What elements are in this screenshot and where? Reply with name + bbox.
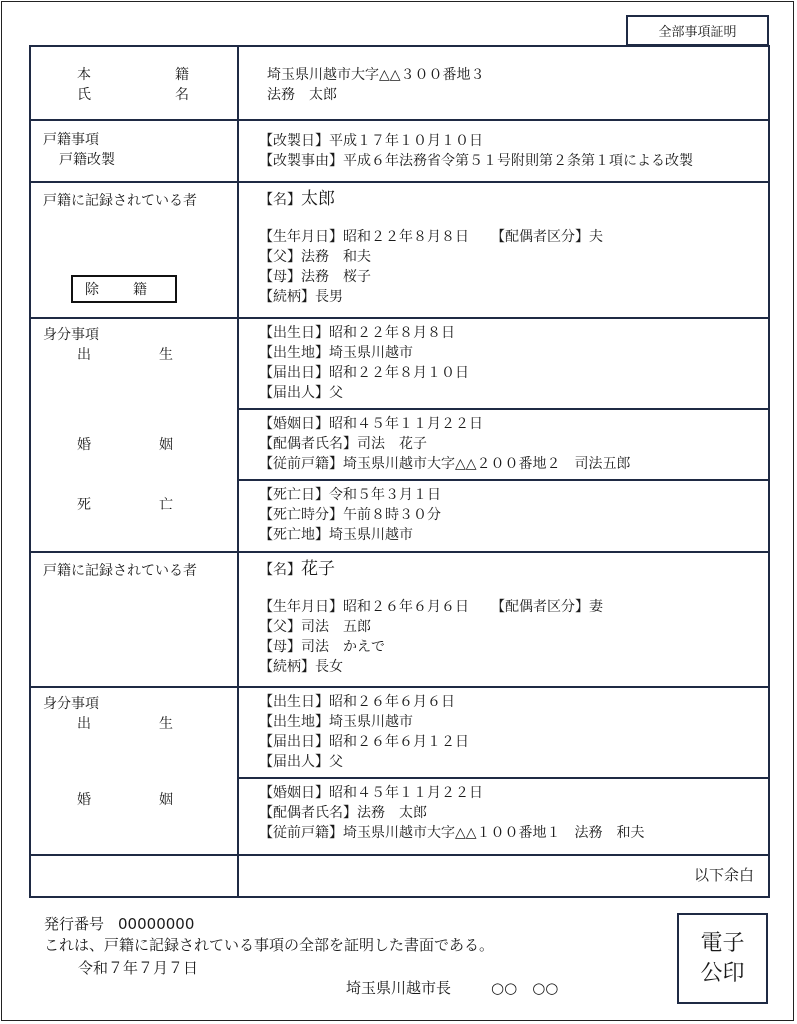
header-value-cell xyxy=(238,46,769,120)
event-line: 【配偶者氏名】法務 太郎 xyxy=(259,805,427,821)
header-row xyxy=(30,46,769,120)
person2-event-birth-row xyxy=(30,687,769,778)
koseki-jiko-title: 戸籍事項 xyxy=(43,132,99,148)
event-line: 【婚姻日】昭和４５年１１月２２日 xyxy=(259,785,483,801)
person2-relation: 【続柄】長女 xyxy=(259,659,343,675)
person1-relation: 【続柄】長男 xyxy=(259,289,343,305)
removed-label-2: 籍 xyxy=(133,282,147,298)
event-label-2: 生 xyxy=(159,347,173,363)
event-line: 【配偶者氏名】司法 花子 xyxy=(259,436,427,452)
event-line: 【届出人】父 xyxy=(259,385,343,401)
shimei-label-2: 名 xyxy=(175,87,189,103)
person2-spouse-kind: 【配偶者区分】妻 xyxy=(491,599,603,615)
mayor-title: 埼玉県川越市長 xyxy=(346,979,452,997)
honseki-label-1: 本 xyxy=(77,67,91,83)
removed-label-1: 除 xyxy=(85,282,99,298)
event-line: 【届出日】昭和２２年８月１０日 xyxy=(259,365,469,381)
event-label-1: 出 xyxy=(77,716,91,732)
koseki-jiko-row xyxy=(30,120,769,182)
issue-date: 令和７年７月７日 xyxy=(78,959,199,977)
person2-section-label: 戸籍に記録されている者 xyxy=(43,563,197,579)
honseki-label-2: 籍 xyxy=(175,67,189,83)
person1-mibun-cell xyxy=(30,318,238,552)
person2-name: 花子 xyxy=(301,559,335,579)
event-label-2: 姻 xyxy=(159,792,173,808)
person2-mibun-label: 身分事項 xyxy=(43,696,99,712)
header-label-cell xyxy=(30,46,238,120)
person1-spouse-kind: 【配偶者区分】夫 xyxy=(491,229,603,245)
person2-mother: 【母】司法 かえで xyxy=(259,639,385,655)
electronic-seal xyxy=(677,913,768,1004)
person2-mibun-cell xyxy=(30,687,238,855)
removed-box xyxy=(71,275,177,303)
person2-birth: 【生年月日】昭和２６年６月６日 xyxy=(259,599,469,615)
person1-father: 【父】法務 和夫 xyxy=(259,249,371,265)
event-line: 【届出日】昭和２６年６月１２日 xyxy=(259,734,469,750)
person1-mibun-label: 身分事項 xyxy=(43,327,99,343)
koseki-table xyxy=(29,45,770,898)
event-label-2: 亡 xyxy=(159,497,173,513)
event-line: 【従前戸籍】埼玉県川越市大字△△１００番地１ 法務 和夫 xyxy=(259,825,645,841)
event-label-1: 死 xyxy=(77,497,91,513)
name-key: 【名】 xyxy=(259,192,301,208)
issue-number: 00000000 xyxy=(118,915,195,933)
person1-name: 太郎 xyxy=(301,189,335,209)
seal-line-2: 公印 xyxy=(700,960,745,986)
shimei-label-1: 氏 xyxy=(77,87,91,103)
event-line: 【死亡日】令和５年３月１日 xyxy=(259,487,441,503)
event-label-2: 姻 xyxy=(159,437,173,453)
person1-event-birth-row xyxy=(30,318,769,409)
certificate-type-label: 全部事項証明 xyxy=(626,15,769,46)
mayor-name: ○○ ○○ xyxy=(491,979,559,997)
ika-yohaku-label: 以下余白 xyxy=(693,866,754,884)
seal-line-1: 電子 xyxy=(700,930,745,956)
event-line: 【出生日】昭和２６年６月６日 xyxy=(259,694,455,710)
person2-row xyxy=(30,552,769,687)
certification-statement: これは、戸籍に記録されている事項の全部を証明した書面である。 xyxy=(44,936,495,954)
person1-mother: 【母】法務 桜子 xyxy=(259,269,371,285)
koseki-jiko-subtitle: 戸籍改製 xyxy=(59,152,115,168)
person1-row xyxy=(30,182,769,318)
event-line: 【届出人】父 xyxy=(259,754,343,770)
person1-section-label: 戸籍に記録されている者 xyxy=(43,193,197,209)
event-label-1: 出 xyxy=(77,347,91,363)
event-line: 【出生地】埼玉県川越市 xyxy=(259,714,413,730)
event-line: 【婚姻日】昭和４５年１１月２２日 xyxy=(259,416,483,432)
event-line: 【死亡地】埼玉県川越市 xyxy=(259,527,413,543)
event-line: 【死亡時分】午前８時３０分 xyxy=(259,507,441,523)
event-label-2: 生 xyxy=(159,716,173,732)
event-label-1: 婚 xyxy=(77,792,91,808)
mayor-line xyxy=(346,978,558,998)
issue-number-label: 発行番号 xyxy=(44,915,105,933)
event-line: 【出生日】昭和２２年８月８日 xyxy=(259,325,455,341)
event-label-1: 婚 xyxy=(77,437,91,453)
issue-number-line xyxy=(44,914,194,934)
event-line: 【出生地】埼玉県川越市 xyxy=(259,345,413,361)
shimei-value: 法務 太郎 xyxy=(267,87,337,103)
ika-yohaku-row xyxy=(30,855,769,897)
kaisei-reason: 【改製事由】平成６年法務省令第５１号附則第２条第１項による改製 xyxy=(259,153,693,169)
name-key: 【名】 xyxy=(259,562,301,578)
person1-birth: 【生年月日】昭和２２年８月８日 xyxy=(259,229,469,245)
honseki-value: 埼玉県川越市大字△△３００番地３ xyxy=(267,67,485,83)
person2-father: 【父】司法 五郎 xyxy=(259,619,371,635)
kaisei-date: 【改製日】平成１７年１０月１０日 xyxy=(259,133,483,149)
event-line: 【従前戸籍】埼玉県川越市大字△△２００番地２ 司法五郎 xyxy=(259,456,631,472)
